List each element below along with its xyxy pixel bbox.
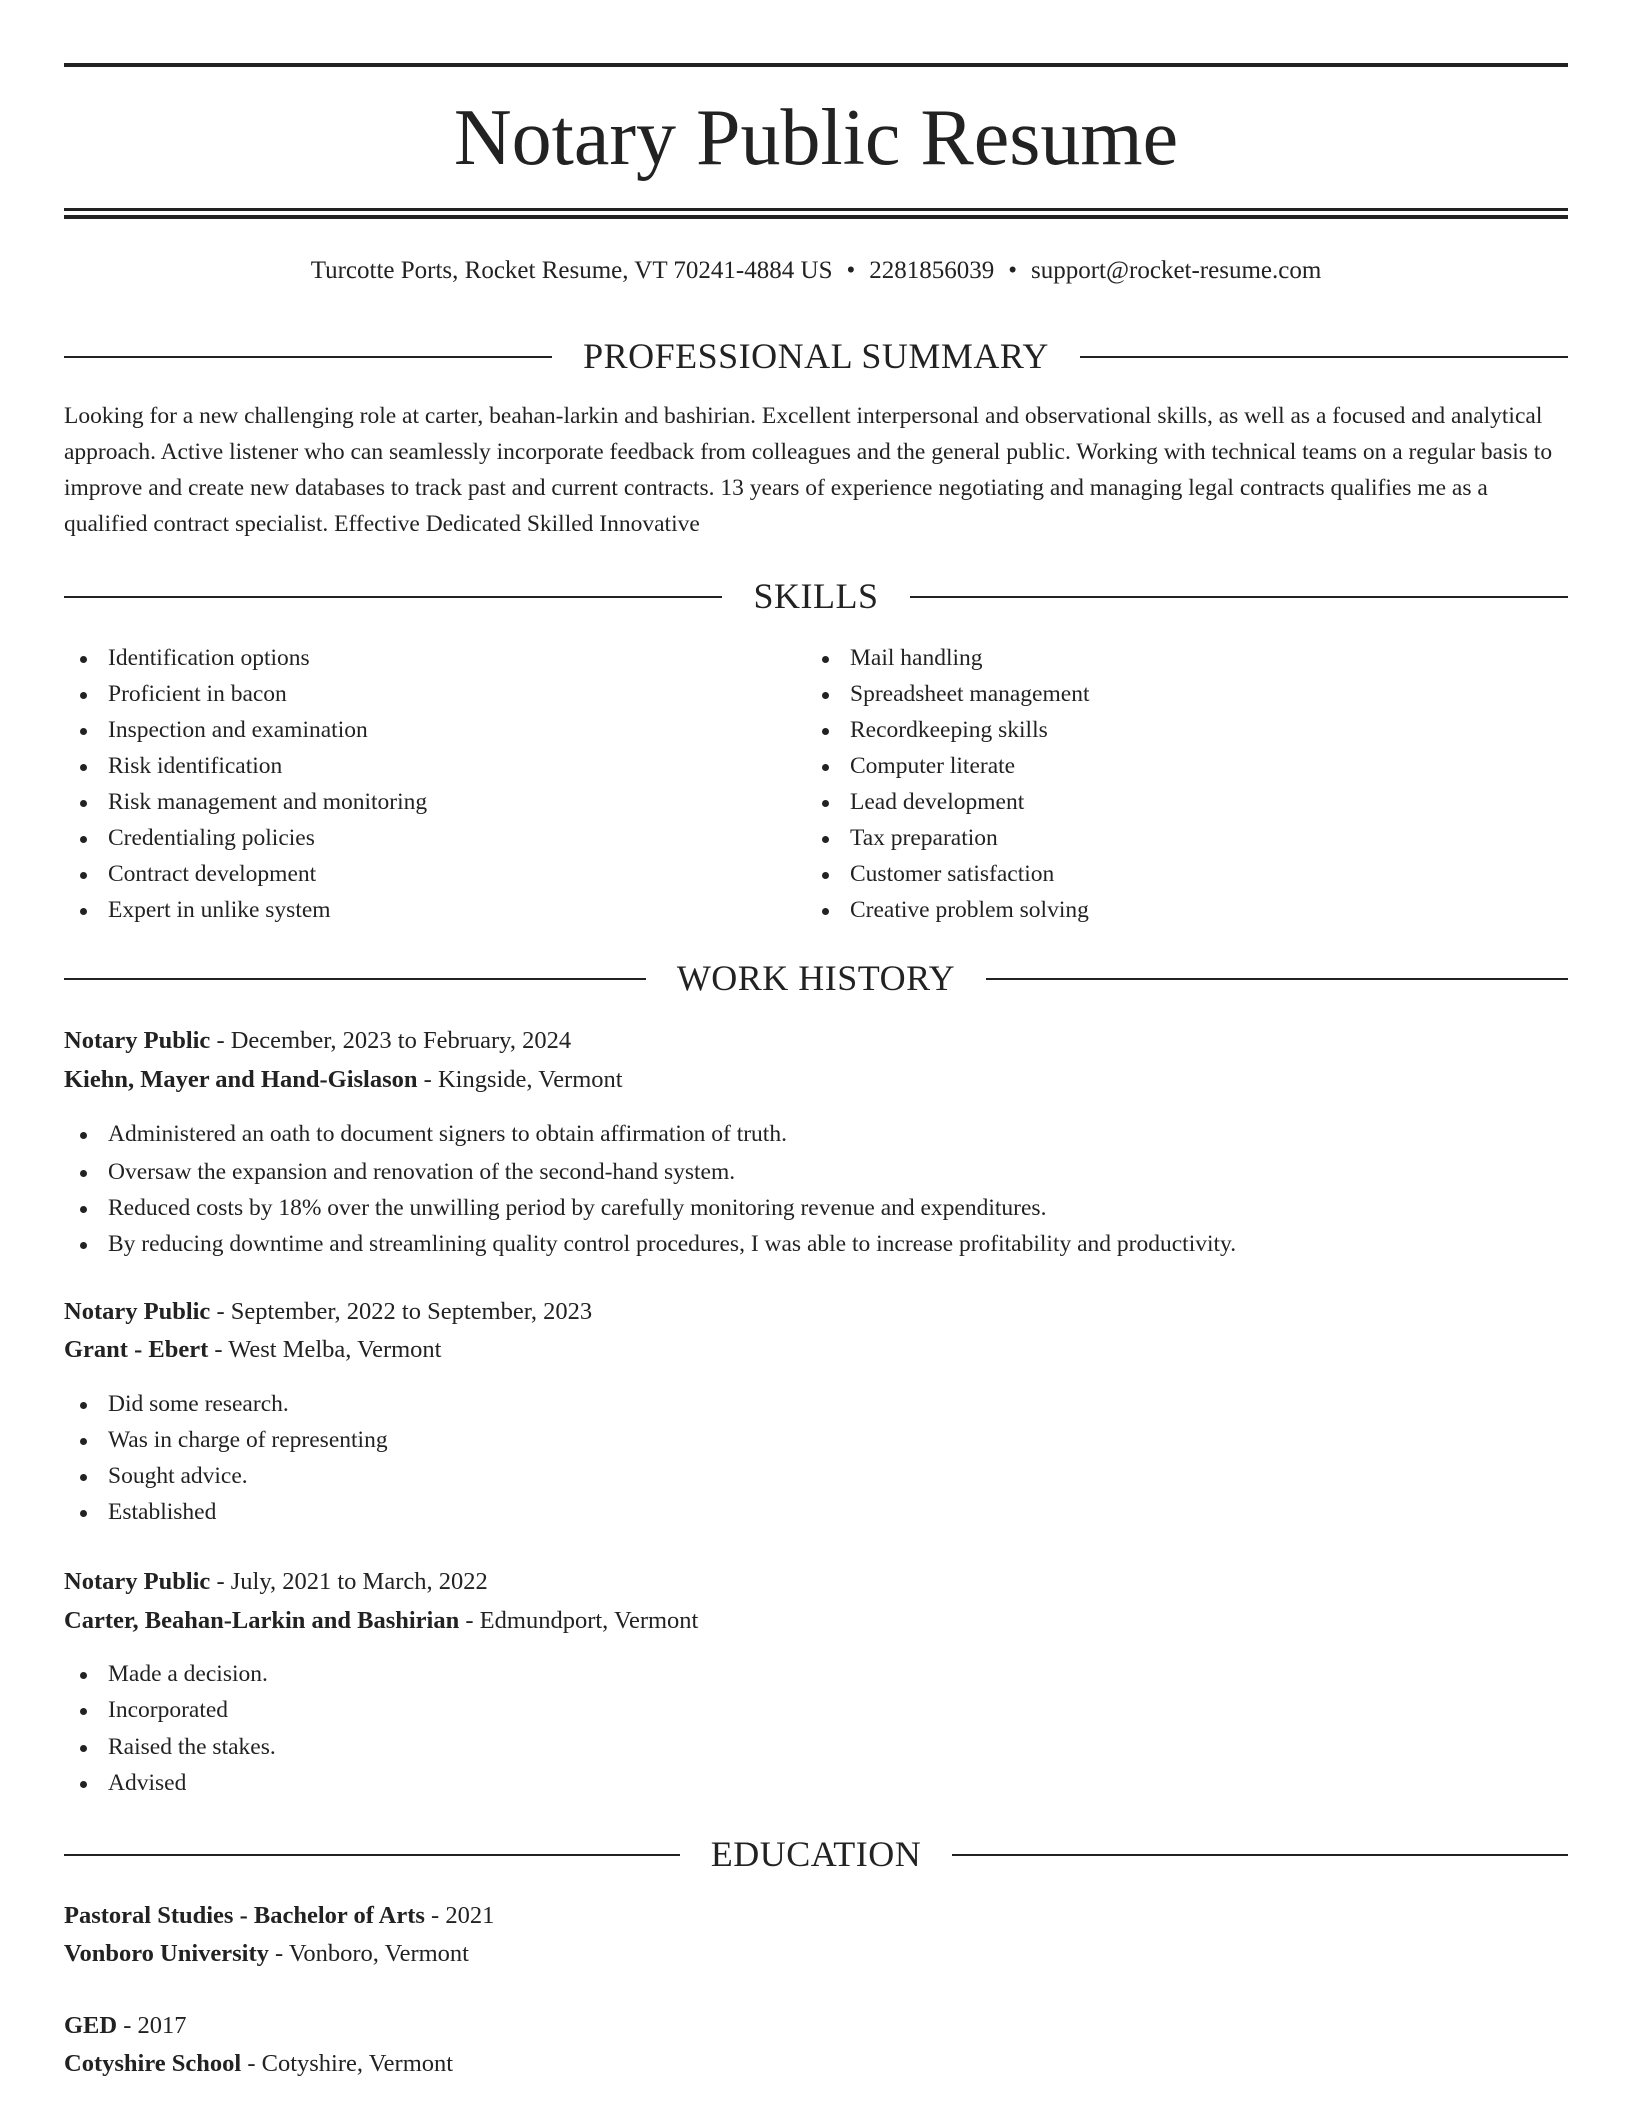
title-rule-upper bbox=[64, 208, 1568, 211]
skill-item: Credentialing policies bbox=[64, 820, 427, 856]
section-heading-skills bbox=[64, 574, 1568, 618]
duty-item: Established bbox=[64, 1494, 388, 1530]
dash-separator: - bbox=[268, 1940, 289, 1967]
section-heading-education bbox=[64, 1832, 1568, 1876]
education-school: Vonboro University bbox=[64, 1940, 269, 1967]
duty-item: Did some research. bbox=[64, 1386, 388, 1422]
skill-item: Mail handling bbox=[806, 640, 1089, 676]
top-rule bbox=[64, 63, 1568, 67]
job-company: Grant - Ebert bbox=[64, 1336, 209, 1363]
skill-item: Lead development bbox=[806, 784, 1089, 820]
dash-separator: - bbox=[210, 1027, 231, 1054]
dash-separator: - bbox=[459, 1607, 480, 1634]
skill-item: Inspection and examination bbox=[64, 712, 427, 748]
skills-list-right bbox=[806, 640, 1089, 928]
duty-item: Made a decision. bbox=[64, 1656, 276, 1692]
contact-separator: • bbox=[846, 257, 856, 284]
job-company-line bbox=[64, 1603, 698, 1639]
education-year: 2021 bbox=[445, 1902, 495, 1929]
skill-item: Tax preparation bbox=[806, 820, 1089, 856]
skill-item: Contract development bbox=[64, 856, 427, 892]
dash-separator: - bbox=[210, 1298, 231, 1325]
job-company-line bbox=[64, 1062, 623, 1098]
dash-separator: - bbox=[417, 1066, 438, 1093]
education-year: 2017 bbox=[137, 2012, 187, 2039]
dash-separator: - bbox=[241, 2050, 262, 2077]
job-dates: September, 2022 to September, 2023 bbox=[230, 1298, 593, 1325]
job-title-line bbox=[64, 1294, 592, 1330]
job-title-line bbox=[64, 1023, 571, 1059]
section-title-work: WORK HISTORY bbox=[676, 958, 956, 998]
duty-item: Incorporated bbox=[64, 1692, 276, 1728]
skill-item: Risk identification bbox=[64, 748, 427, 784]
skill-item: Creative problem solving bbox=[806, 892, 1089, 928]
education-location: Cotyshire, Vermont bbox=[261, 2050, 454, 2077]
duty-item: Administered an oath to document signers to obtain affirmation of truth. bbox=[64, 1116, 1236, 1152]
education-degree-line bbox=[64, 2008, 187, 2044]
education-school: Cotyshire School bbox=[64, 2050, 242, 2077]
education-degree-line bbox=[64, 1898, 494, 1934]
dash-separator: - bbox=[208, 1336, 229, 1363]
contact-address: Turcotte Ports, Rocket Resume, VT 70241-4884 US bbox=[310, 257, 833, 284]
education-school-line bbox=[64, 2046, 453, 2082]
contact-phone: 2281856039 bbox=[869, 257, 995, 284]
contact-separator: • bbox=[1008, 257, 1017, 284]
contact-email: support@rocket-resume.com bbox=[1031, 257, 1322, 284]
job-title: Notary Public bbox=[64, 1568, 211, 1595]
job-dates: July, 2021 to March, 2022 bbox=[230, 1568, 488, 1595]
job-duties-list bbox=[64, 1116, 1236, 1262]
education-degree: GED bbox=[64, 2012, 118, 2039]
job-company: Kiehn, Mayer and Hand-Gislason bbox=[64, 1066, 418, 1093]
duty-item: By reducing downtime and streamlining quality control procedures, I was able to increase profitability and productivity. bbox=[64, 1226, 1236, 1262]
job-dates: December, 2023 to February, 2024 bbox=[230, 1027, 572, 1054]
education-location: Vonboro, Vermont bbox=[288, 1940, 469, 1967]
education-degree: Pastoral Studies - Bachelor of Arts bbox=[64, 1902, 425, 1929]
job-title: Notary Public bbox=[64, 1298, 211, 1325]
job-company-line bbox=[64, 1332, 442, 1368]
skill-item: Recordkeeping skills bbox=[806, 712, 1089, 748]
education-school-line bbox=[64, 1936, 469, 1972]
section-title-skills: SKILLS bbox=[753, 576, 879, 616]
title-rule-lower bbox=[64, 215, 1568, 219]
contact-line bbox=[64, 253, 1568, 289]
job-title-line bbox=[64, 1564, 488, 1600]
section-title-summary: PROFESSIONAL SUMMARY bbox=[583, 336, 1049, 376]
skill-item: Expert in unlike system bbox=[64, 892, 427, 928]
job-location: Kingside, Vermont bbox=[437, 1066, 623, 1093]
skill-item: Customer satisfaction bbox=[806, 856, 1089, 892]
duty-item: Was in charge of representing bbox=[64, 1422, 388, 1458]
job-duties-list bbox=[64, 1656, 276, 1801]
duty-item: Advised bbox=[64, 1765, 276, 1801]
duty-item: Raised the stakes. bbox=[64, 1729, 276, 1765]
job-company: Carter, Beahan-Larkin and Bashirian bbox=[64, 1607, 460, 1634]
dash-separator: - bbox=[210, 1568, 231, 1595]
duty-item: Sought advice. bbox=[64, 1458, 388, 1494]
skills-list-left bbox=[64, 640, 427, 928]
job-location: West Melba, Vermont bbox=[228, 1336, 442, 1363]
duty-item: Oversaw the expansion and renovation of the second-hand system. bbox=[64, 1154, 1236, 1190]
section-heading-work bbox=[64, 956, 1568, 1000]
skill-item: Spreadsheet management bbox=[806, 676, 1089, 712]
summary-text: Looking for a new challenging role at carter, beahan-larkin and bashirian. Excellent interpersonal and observational skills, as well as a focused and analytical approach. Active listener who can seamlessly incorporate feedback from colleagues and the general public. Working with technical teams on a regular basis to improve and create new databases to track past and current contracts. 13 years of experience negotiating and managing legal contracts qualifies me as a qualified contract specialist. Effective Dedicated Skilled Innovative bbox=[64, 403, 1553, 537]
job-title: Notary Public bbox=[64, 1027, 211, 1054]
skill-item: Identification options bbox=[64, 640, 427, 676]
resume-title: Notary Public Resume bbox=[453, 94, 1179, 182]
job-location: Edmundport, Vermont bbox=[479, 1607, 699, 1634]
skill-item: Risk management and monitoring bbox=[64, 784, 427, 820]
dash-separator: - bbox=[117, 2012, 138, 2039]
skill-item: Computer literate bbox=[806, 748, 1089, 784]
job-duties-list bbox=[64, 1386, 388, 1530]
section-heading-summary bbox=[64, 334, 1568, 378]
skill-item: Proficient in bacon bbox=[64, 676, 427, 712]
duty-item: Reduced costs by 18% over the unwilling period by carefully monitoring revenue and expenditures. bbox=[64, 1190, 1236, 1226]
dash-separator: - bbox=[424, 1902, 446, 1929]
section-title-education: EDUCATION bbox=[710, 1834, 922, 1874]
